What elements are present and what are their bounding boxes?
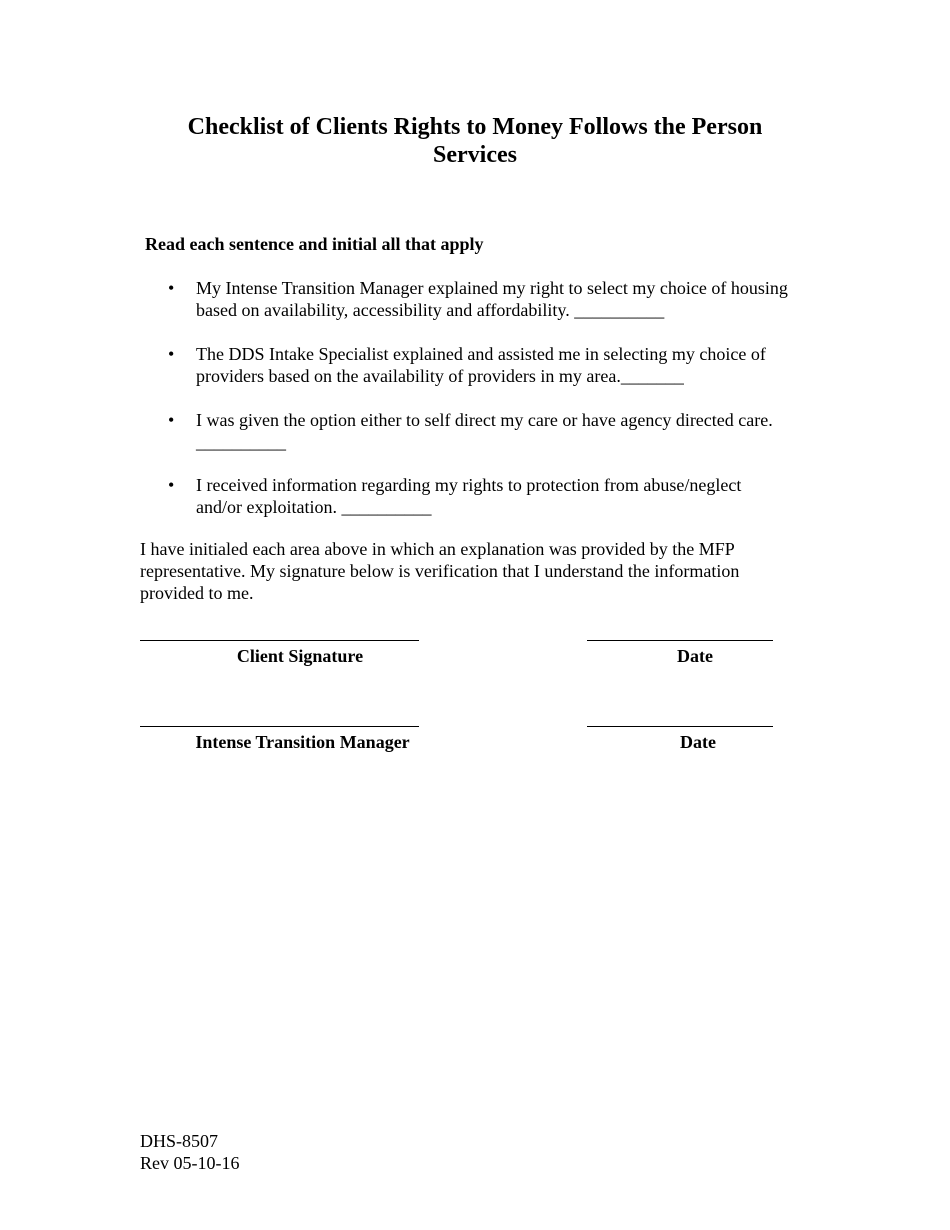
client-date-line[interactable] bbox=[587, 640, 773, 641]
title-line-1: Checklist of Clients Rights to Money Follows the Person bbox=[187, 114, 763, 140]
verification-statement: I have initialed each area above in which an explanation was provided by the MFP representative. My signature below is verification that I understand the information provided to me. bbox=[140, 539, 740, 603]
checklist-item-text: I was given the option either to self direct my care or have agency directed care. __________ bbox=[196, 409, 821, 453]
instruction-heading: Read each sentence and initial all that apply bbox=[145, 234, 484, 254]
bullet-icon: • bbox=[168, 410, 175, 430]
initial-blank-care-option[interactable]: __________ bbox=[196, 432, 286, 452]
checklist-item-text: The DDS Intake Specialist explained and assisted me in selecting my choice of providers based on the availability of providers in my area._______ bbox=[196, 343, 821, 387]
page-title bbox=[140, 113, 810, 169]
manager-signature-label: Intense Transition Manager bbox=[195, 732, 410, 752]
client-date-label: Date bbox=[677, 646, 713, 666]
initial-blank-housing[interactable]: based on availability, accessibility and affordability. __________ bbox=[196, 300, 665, 320]
initial-blank-providers[interactable]: providers based on the availability of providers in my area._______ bbox=[196, 366, 684, 386]
form-number: DHS-8507 bbox=[140, 1131, 219, 1151]
client-signature-label: Client Signature bbox=[236, 646, 364, 666]
manager-date-label: Date bbox=[680, 732, 716, 752]
bullet-icon: • bbox=[168, 344, 175, 364]
bullet-icon: • bbox=[168, 278, 175, 298]
manager-signature-line[interactable] bbox=[140, 726, 419, 727]
checklist-item-text: I received information regarding my rights to protection from abuse/neglect and/or exploitation. __________ bbox=[196, 474, 821, 518]
manager-date-line[interactable] bbox=[587, 726, 773, 727]
checklist-item-text: My Intense Transition Manager explained my right to select my choice of housing based on availability, accessibility and affordability. __________ bbox=[196, 277, 821, 321]
form-revision: Rev 05-10-16 bbox=[140, 1153, 240, 1173]
title-line-2: Services bbox=[433, 142, 517, 168]
bullet-icon: • bbox=[168, 475, 175, 495]
form-footer bbox=[140, 1130, 239, 1174]
initial-blank-protection[interactable]: and/or exploitation. __________ bbox=[196, 497, 432, 517]
client-signature-line[interactable] bbox=[140, 640, 419, 641]
